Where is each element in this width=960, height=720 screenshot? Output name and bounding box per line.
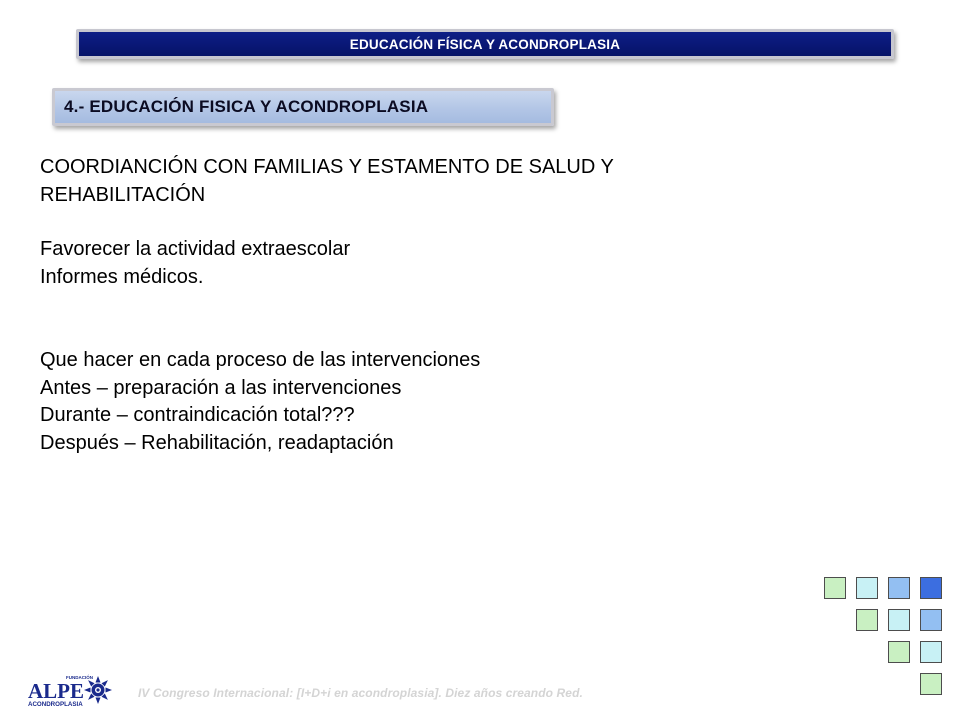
content-heading-line-1: COORDIANCIÓN CON FAMILIAS Y ESTAMENTO DE SALUD Y (40, 156, 614, 178)
decor-square (888, 641, 910, 663)
spacer (40, 291, 800, 347)
decor-square (888, 609, 910, 631)
logo-prefix: FUNDACIÓN (66, 675, 93, 680)
content-item: Antes – preparación a las intervenciones (40, 376, 402, 399)
footer-note: IV Congreso Internacional: [I+D+i en acondroplasia]. Diez años creando Red. (138, 686, 583, 700)
decor-square (920, 641, 942, 663)
decor-square (920, 673, 942, 695)
content-heading-line-2: REHABILITACIÓN (40, 183, 206, 206)
content-item: Informes médicos. (40, 265, 204, 288)
decor-square (920, 609, 942, 631)
spacer (40, 209, 800, 236)
title-banner (76, 29, 894, 59)
sun-emblem-icon (84, 676, 112, 704)
section-header (52, 88, 554, 126)
decor-square (888, 577, 910, 599)
decor-square (824, 577, 846, 599)
alpe-logo-graphic (28, 670, 128, 714)
section-title: 4.- EDUCACIÓN FISICA Y ACONDROPLASIA (64, 97, 429, 116)
slide-content (40, 154, 800, 457)
content-item: Durante – contraindicación total??? (40, 404, 355, 426)
decor-square (856, 609, 878, 631)
content-item: Después – Rehabilitación, readaptación (40, 431, 394, 454)
decor-square (920, 577, 942, 599)
banner-title: EDUCACIÓN FÍSICA Y ACONDROPLASIA (349, 36, 621, 52)
decor-square (856, 577, 878, 599)
alpe-logo (28, 670, 128, 714)
content-item: Favorecer la actividad extraescolar (40, 238, 351, 260)
logo-wordmark: ALPE (28, 679, 85, 703)
logo-subtitle: ACONDROPLASIA (28, 701, 83, 708)
content-item: Que hacer en cada proceso de las intervenciones (40, 349, 481, 371)
